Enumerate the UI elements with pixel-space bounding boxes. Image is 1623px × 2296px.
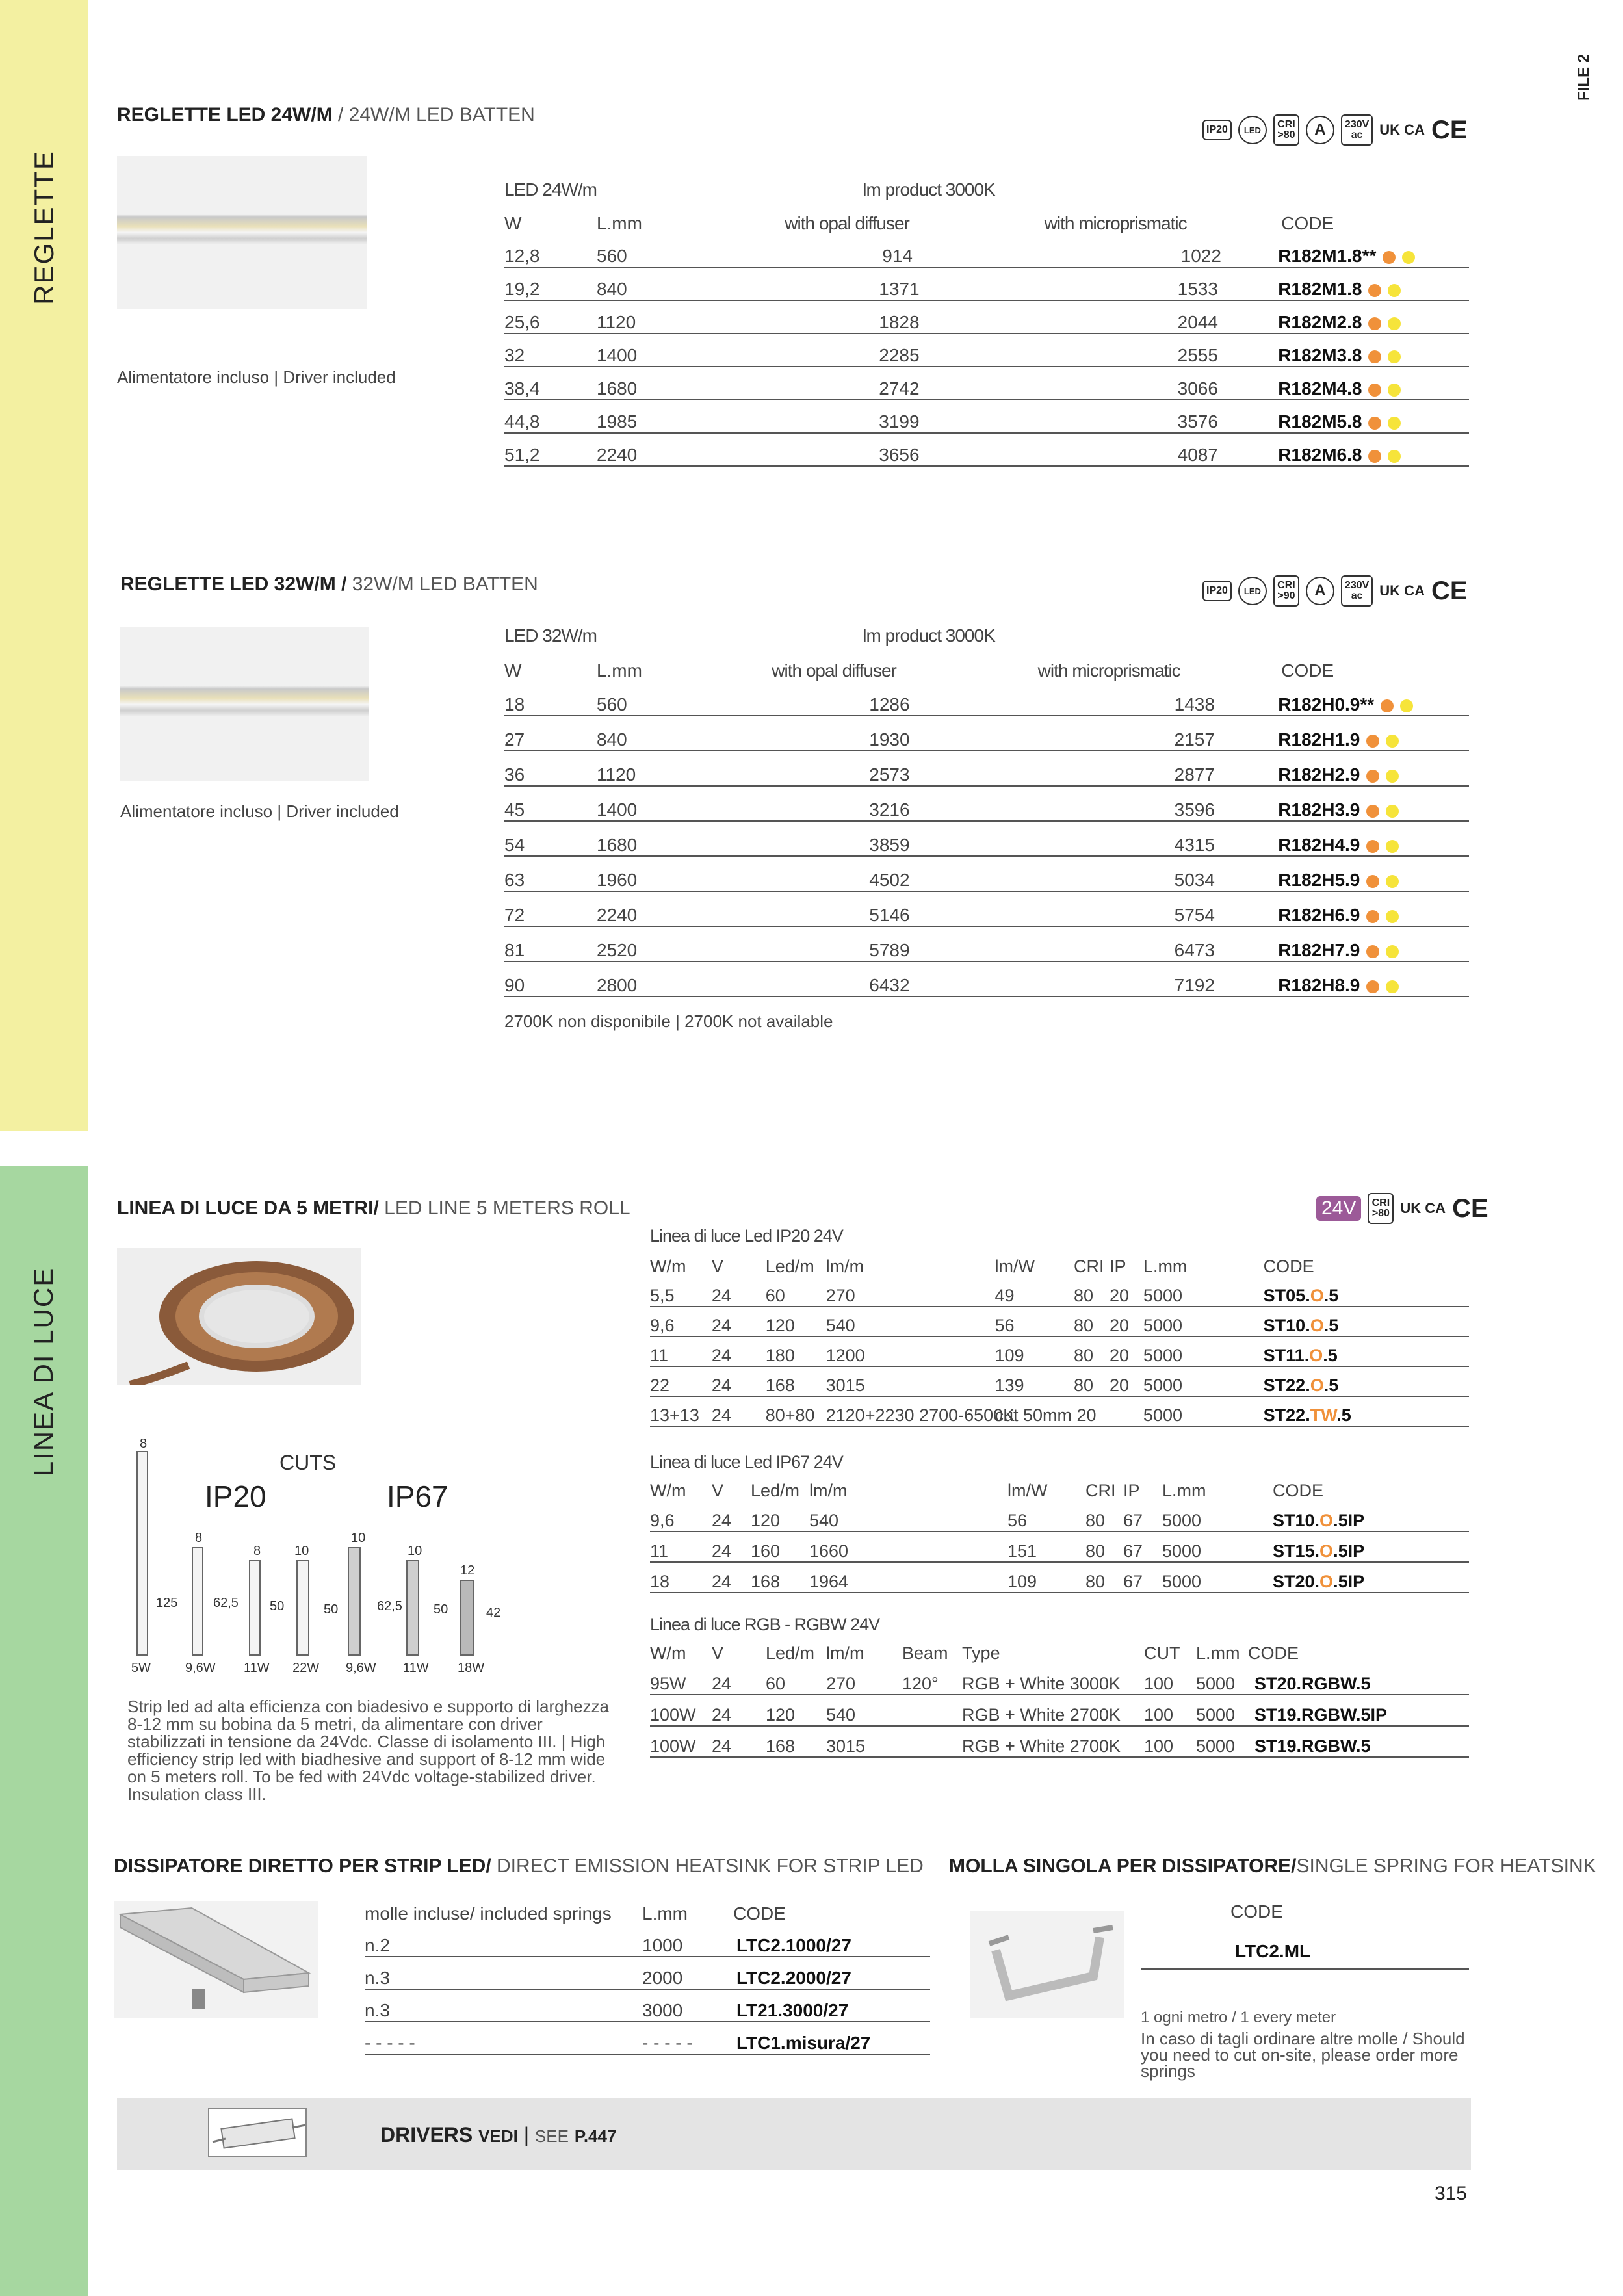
- product-image-led-roll: [117, 1248, 361, 1385]
- cut-length: 50: [270, 1599, 285, 1613]
- header-opal: with opal diffuser: [772, 660, 896, 681]
- table-header: molle incluse/ included springs L.mm CODE: [365, 1903, 786, 1924]
- table-row: - - - - - - - - - - LTC1.misura/27: [365, 2022, 930, 2054]
- ukca-icon: UK CA: [1379, 122, 1425, 138]
- cut-width: 10: [294, 1544, 309, 1558]
- spec-table-ip67: [650, 1446, 1469, 1593]
- section-title-linea: LINEA DI LUCE DA 5 METRI/ LED LINE 5 METERS ROLL: [117, 1197, 630, 1219]
- header-code: CODE: [1281, 213, 1334, 233]
- caption-ip67: Linea di luce Led IP67 24V: [650, 1452, 843, 1472]
- dot-orange-icon: [1383, 251, 1396, 264]
- ce-icon: CE: [1431, 116, 1468, 144]
- table-row: 54 1680 3859 4315 R182H4.9: [504, 821, 1469, 856]
- side-label-linea: LINEA DI LUCE: [28, 1266, 59, 1477]
- spec-table-rgb: [650, 1609, 1469, 1758]
- dot-orange-icon: [1366, 945, 1379, 958]
- header-lmm: L.mm: [596, 213, 642, 233]
- section-title-dissipatore: DISSIPATORE DIRETTO PER STRIP LED/ DIRECT EMISSION HEATSINK FOR STRIP LED: [114, 1855, 924, 1877]
- dot-yellow-icon: [1386, 840, 1399, 853]
- table-row: 81 2520 5789 6473 R182H7.9: [504, 926, 1469, 961]
- table-row: n.2 1000 LTC2.1000/27: [365, 1924, 930, 1957]
- dot-orange-icon: [1366, 875, 1379, 888]
- caption-led-32w: LED 32W/m: [504, 625, 597, 646]
- header-microprismatic: with microprismatic: [1044, 213, 1187, 233]
- watt-label: 11W: [244, 1661, 270, 1675]
- cut-width: 8: [195, 1531, 203, 1545]
- table-row: 5,5 24 60 270 49 80 20 5000 ST05.O.5: [650, 1277, 1469, 1307]
- ce-icon: CE: [1452, 1194, 1488, 1223]
- dot-orange-icon: [1366, 770, 1379, 783]
- dot-orange-icon: [1366, 980, 1379, 993]
- spring-note-2: In caso di tagli ordinare altre molle / Should you need to cut on-site, please order more springs: [1141, 2029, 1465, 2081]
- ip20-icon: IP20: [1202, 581, 1232, 601]
- table-row: 100W 24 168 3015 RGB + White 2700K 100 5000 ST19.RGBW.5: [650, 1726, 1469, 1757]
- dot-orange-icon: [1368, 350, 1381, 363]
- table-row: 51,2 2240 3656 4087 R182M6.8: [504, 433, 1469, 466]
- ip20-label: IP20: [205, 1480, 266, 1513]
- table-row: 90 2800 6432 7192 R182H8.9: [504, 961, 1469, 997]
- header-lmm: L.mm: [596, 660, 642, 681]
- file-label: FILE 2: [1574, 53, 1592, 101]
- table-row: n.3 2000 LTC2.2000/27: [365, 1957, 930, 1989]
- header-opal: with opal diffuser: [785, 213, 909, 233]
- dot-orange-icon: [1366, 735, 1379, 748]
- table-row: 18 560 1286 1438 R182H0.9**: [504, 681, 1469, 716]
- product-image-heatsink: [114, 1901, 318, 2018]
- table-row: 12,8 560 914 1022 R182M1.8**: [504, 234, 1469, 267]
- spring-note-1: 1 ogni metro / 1 every meter: [1141, 2009, 1336, 2026]
- watt-label: 22W: [292, 1661, 320, 1675]
- table-row: 95W 24 60 270 120° RGB + White 3000K 100 5000 ST20.RGBW.5: [650, 1663, 1469, 1695]
- drivers-link[interactable]: DRIVERS VEDI | SEE P.447: [380, 2123, 617, 2146]
- dot-yellow-icon: [1402, 251, 1415, 264]
- header-microprismatic: with microprismatic: [1037, 660, 1180, 681]
- dot-orange-icon: [1368, 450, 1381, 463]
- linea-description: Strip led ad alta efficienza con biadesivo e supporto di larghezza 8-12 mm su bobina da 5 metri, da alimentare con driver stabilizzati in tensione da 24Vdc. Classe di isolamento III. | High efficiency strip led with biadhesive and support of 8-12 mm wide on 5 meters roll. To be fed with 24Vdc voltage-stabilized driver. Insulation class III.: [127, 1697, 609, 1804]
- dot-yellow-icon: [1386, 770, 1399, 783]
- dot-yellow-icon: [1388, 384, 1401, 397]
- dot-yellow-icon: [1386, 980, 1399, 993]
- table-row: 44,8 1985 3199 3576 R182M5.8: [504, 400, 1469, 433]
- voltage-24v-icon: 24V: [1316, 1196, 1361, 1221]
- dot-yellow-icon: [1388, 317, 1401, 330]
- spec-table-ip20: [650, 1217, 1469, 1427]
- cri-icon: CRI >80: [1368, 1193, 1394, 1224]
- strip-ip67-18w: [460, 1580, 474, 1656]
- cut-width: 8: [253, 1544, 261, 1558]
- footnote-2700k: 2700K non disponibile | 2700K not available: [504, 1011, 833, 1031]
- cut-length: 50: [324, 1602, 339, 1617]
- side-label-reglette: REGLETTE: [28, 150, 59, 305]
- table-row: 100W 24 120 540 RGB + White 2700K 100 5000 ST19.RGBW.5IP: [650, 1695, 1469, 1726]
- table-header: W/m V Led/m lm/m lm/W CRI IP L.mm CODE: [650, 1481, 1324, 1500]
- section-title-32w: REGLETTE LED 32W/M / 32W/M LED BATTEN: [120, 573, 538, 595]
- dot-yellow-icon: [1400, 699, 1413, 712]
- energy-class-icon: A: [1306, 577, 1334, 605]
- table-row: 32 1400 2285 2555 R182M3.8: [504, 333, 1469, 367]
- spring-code: LTC2.ML: [1235, 1941, 1311, 1961]
- product-image-spring: [970, 1911, 1124, 2018]
- caption-ip20: Linea di luce Led IP20 24V: [650, 1226, 843, 1246]
- table-row: 18 24 168 1964 109 80 67 5000 ST20.O.5IP: [650, 1562, 1469, 1593]
- spec-table-heatsink: [365, 1892, 930, 2055]
- cert-badges-1: [1202, 114, 1468, 146]
- table-row: 13+13 24 80+80 2120+2230 2700-6500K cut 50mm 20 5000 ST22.TW.5: [650, 1396, 1469, 1426]
- cuts-diagram: [117, 1437, 507, 1684]
- voltage-icon: 230V ac: [1341, 114, 1373, 146]
- watt-label: 9,6W: [185, 1661, 216, 1675]
- watt-label: 18W: [458, 1661, 485, 1675]
- table-row: 38,4 1680 2742 3066 R182M4.8: [504, 367, 1469, 400]
- caption-rgb: Linea di luce RGB - RGBW 24V: [650, 1615, 880, 1634]
- dot-orange-icon: [1366, 840, 1379, 853]
- table-row: 19,2 840 1371 1533 R182M1.8: [504, 267, 1469, 300]
- table-row: n.3 3000 LT21.3000/27: [365, 1989, 930, 2022]
- watt-label: 11W: [403, 1661, 429, 1675]
- strip-22w: [296, 1560, 309, 1656]
- driver-note-1: Alimentatore incluso | Driver included: [117, 367, 396, 387]
- dot-yellow-icon: [1388, 450, 1401, 463]
- cut-length: 62,5: [213, 1596, 239, 1610]
- table-row: 9,6 24 120 540 56 80 67 5000 ST10.O.5IP: [650, 1501, 1469, 1532]
- dot-orange-icon: [1366, 805, 1379, 818]
- table-header: W/m V Led/m lm/m lm/W CRI IP L.mm CODE: [650, 1257, 1314, 1276]
- cut-width: 10: [408, 1544, 422, 1558]
- cri-icon: CRI >90: [1273, 575, 1299, 607]
- dot-orange-icon: [1368, 317, 1381, 330]
- dot-yellow-icon: [1386, 805, 1399, 818]
- spring-code-row: [1141, 1937, 1469, 1970]
- table-row: 36 1120 2573 2877 R182H2.9: [504, 751, 1469, 786]
- driver-image: [208, 2108, 307, 2157]
- dot-yellow-icon: [1386, 945, 1399, 958]
- product-image-batten-32w: [120, 627, 369, 781]
- page-number: 315: [1434, 2183, 1467, 2204]
- ukca-icon: UK CA: [1400, 1200, 1446, 1216]
- voltage-icon: 230V ac: [1341, 575, 1373, 607]
- led-icon: LED: [1238, 577, 1267, 605]
- dot-orange-icon: [1381, 699, 1394, 712]
- cut-width: 12: [460, 1563, 475, 1578]
- table-header: W/m V Led/m lm/m Beam Type CUT L.mm CODE: [650, 1643, 1299, 1663]
- led-icon: LED: [1238, 116, 1267, 144]
- cut-length: 42: [486, 1606, 501, 1620]
- section-title-24w: REGLETTE LED 24W/M / 24W/M LED BATTEN: [117, 104, 535, 125]
- header-code: CODE: [1281, 660, 1334, 681]
- dot-yellow-icon: [1386, 910, 1399, 923]
- cut-width: 8: [140, 1437, 148, 1451]
- cut-length: 62,5: [377, 1599, 402, 1613]
- drivers-bar: [117, 2098, 1471, 2170]
- table-row: 72 2240 5146 5754 R182H6.9: [504, 891, 1469, 926]
- spring-code-header: CODE: [1230, 1901, 1283, 1922]
- cut-width: 10: [351, 1531, 366, 1545]
- ukca-icon: UK CA: [1379, 582, 1425, 599]
- driver-note-2: Alimentatore incluso | Driver included: [120, 802, 399, 821]
- cert-badges-2: [1202, 575, 1468, 607]
- table-row: 11 24 160 1660 151 80 67 5000 ST15.O.5IP: [650, 1532, 1469, 1562]
- table-row: 22 24 168 3015 139 80 20 5000 ST22.O.5: [650, 1366, 1469, 1396]
- ip67-label: IP67: [387, 1480, 448, 1513]
- dot-orange-icon: [1366, 910, 1379, 923]
- table-row: 27 840 1930 2157 R182H1.9: [504, 716, 1469, 751]
- strip-ip67-11w: [406, 1560, 419, 1656]
- strip-ip67-9-6w: [348, 1547, 361, 1656]
- section-title-molla: MOLLA SINGOLA PER DISSIPATORE/SINGLE SPRING FOR HEATSINK: [949, 1855, 1596, 1877]
- dot-yellow-icon: [1388, 417, 1401, 430]
- header-w: W: [504, 213, 522, 233]
- dot-orange-icon: [1368, 417, 1381, 430]
- cuts-title: CUTS: [279, 1451, 337, 1474]
- dot-yellow-icon: [1386, 735, 1399, 748]
- spec-table-32w: [504, 614, 1469, 997]
- energy-class-icon: A: [1306, 116, 1334, 144]
- product-image-batten-24w: [117, 156, 367, 309]
- cut-length: 50: [434, 1602, 448, 1617]
- table-row: 63 1960 4502 5034 R182H5.9: [504, 856, 1469, 891]
- table-row: 11 24 180 1200 109 80 20 5000 ST11.O.5: [650, 1337, 1469, 1366]
- dot-yellow-icon: [1388, 350, 1401, 363]
- header-w: W: [504, 660, 522, 681]
- caption-lm-product: lm product 3000K: [863, 179, 995, 200]
- dot-yellow-icon: [1386, 875, 1399, 888]
- table-row: 25,6 1120 1828 2044 R182M2.8: [504, 300, 1469, 333]
- spec-table-24w: [504, 168, 1469, 467]
- dot-yellow-icon: [1388, 284, 1401, 297]
- dot-orange-icon: [1368, 284, 1381, 297]
- caption-lm-product: lm product 3000K: [863, 625, 995, 646]
- strip-9-6w: [192, 1547, 203, 1656]
- caption-led-24w: LED 24W/m: [504, 179, 597, 200]
- watt-label: 9,6W: [346, 1661, 376, 1675]
- dot-orange-icon: [1368, 384, 1381, 397]
- ip20-icon: IP20: [1202, 120, 1232, 140]
- strip-5w: [136, 1451, 148, 1656]
- strip-11w: [249, 1560, 261, 1656]
- table-row: 9,6 24 120 540 56 80 20 5000 ST10.O.5: [650, 1307, 1469, 1337]
- ce-icon: CE: [1431, 577, 1468, 605]
- watt-label: 5W: [131, 1661, 151, 1675]
- cut-length: 125: [156, 1596, 178, 1610]
- cri-icon: CRI >80: [1273, 114, 1299, 146]
- table-row: 45 1400 3216 3596 R182H3.9: [504, 786, 1469, 821]
